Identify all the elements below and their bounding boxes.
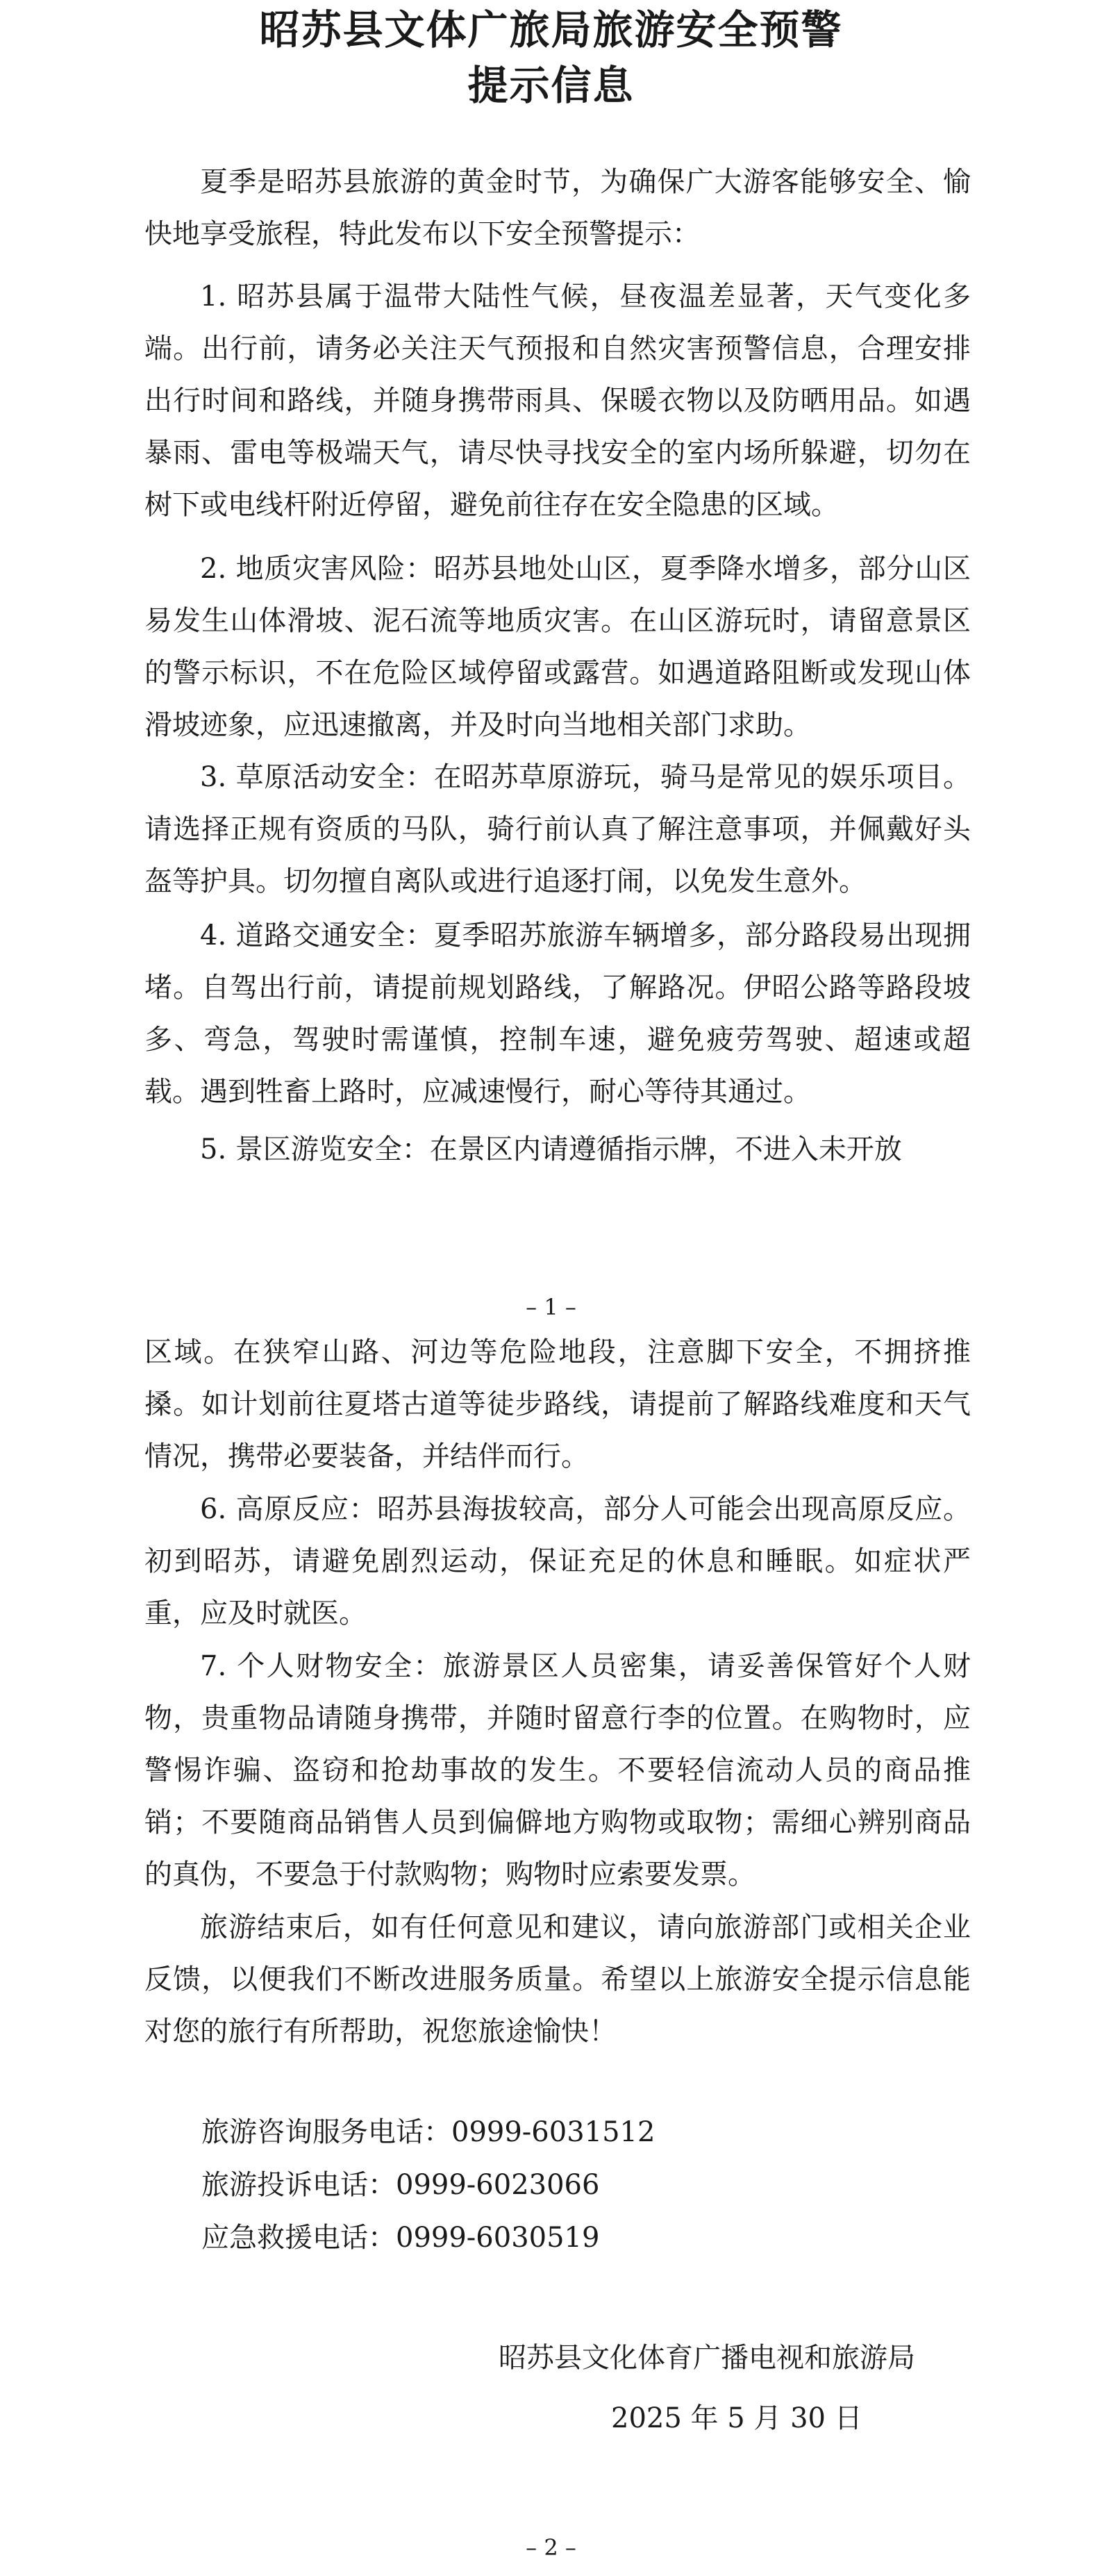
item-6-altitude-sickness: 6. 高原反应：昭苏县海拔较高，部分人可能会出现高原反应。初到昭苏，请避免剧烈运动，保证充足的休息和睡眠。如症状严重，应及时就医。: [144, 1493, 971, 1629]
item-5-continuation: 区域。在狭窄山路、河边等危险地段，注意脚下安全，不拥挤推搡。如计划前往夏塔古道等徒步路线，请提前了解路线难度和天气情况，携带必要装备，并结伴而行。: [144, 1336, 971, 1472]
contact-complaint-phone: 旅游投诉电话：0999-6023066: [201, 2169, 600, 2201]
issuer-name: 昭苏县文化体育广播电视和旅游局: [499, 2342, 915, 2374]
item-7-property-safety: 7. 个人财物安全：旅游景区人员密集，请妥善保管好个人财物，贵重物品请随身携带，并随时留意行李的位置。在购物时，应警惕诈骗、盗窃和抢劫事故的发生。不要轻信流动人员的商品推销；不要随商品销售人员到偏僻地方购物或取物；需细心辨别商品的真伪，不要急于付款购物；购物时应索要发票。: [144, 1650, 971, 1891]
item-1-weather: 1. 昭苏县属于温带大陆性气候，昼夜温差显著，天气变化多端。出行前，请务必关注天气预报和自然灾害预警信息，合理安排出行时间和路线，并随身携带雨具、保暖衣物以及防晒用品。如遇暴雨、雷电等极端天气，请尽快寻找安全的室内场所躲避，切勿在树下或电线杆附近停留，避免前往存在安全隐患的区域。: [144, 281, 971, 521]
contact-emergency-phone: 应急救援电话：0999-6030519: [201, 2222, 600, 2254]
document-title-line-1: 昭苏县文体广旅局旅游安全预警: [259, 6, 843, 53]
item-2-geological-risk: 2. 地质灾害风险：昭苏县地处山区，夏季降水增多，部分山区易发生山体滑坡、泥石流等地质灾害。在山区游玩时，请留意景区的警示标识，不在危险区域停留或露营。如遇道路阻断或发现山体滑坡迹象，应迅速撤离，并及时向当地相关部门求助。: [144, 553, 971, 741]
intro-paragraph: 夏季是昭苏县旅游的黄金时节，为确保广大游客能够安全、愉快地享受旅程，特此发布以下安全预警提示：: [144, 166, 971, 250]
closing-paragraph: 旅游结束后，如有任何意见和建议，请向旅游部门或相关企业反馈，以便我们不断改进服务质量。希望以上旅游安全提示信息能对您的旅行有所帮助，祝您旅途愉快！: [144, 1911, 971, 2047]
item-3-grassland-safety: 3. 草原活动安全：在昭苏草原游玩，骑马是常见的娱乐项目。请选择正规有资质的马队，骑行前认真了解注意事项，并佩戴好头盔等护具。切勿擅自离队或进行追逐打闹，以免发生意外。: [144, 761, 971, 897]
page-number-1: – 1 –: [526, 1294, 576, 1320]
issue-date: 2025 年 5 月 30 日: [611, 2402, 862, 2434]
document-title-line-2: 提示信息: [467, 62, 635, 109]
page-number-2: – 2 –: [526, 2534, 576, 2561]
contact-consultation-phone: 旅游咨询服务电话：0999-6031512: [201, 2116, 656, 2148]
item-4-road-safety: 4. 道路交通安全：夏季昭苏旅游车辆增多，部分路段易出现拥堵。自驾出行前，请提前规划路线，了解路况。伊昭公路等路段坡多、弯急，驾驶时需谨慎，控制车速，避免疲劳驾驶、超速或超载。遇到牲畜上路时，应减速慢行，耐心等待其通过。: [144, 920, 971, 1108]
item-5-scenic-area-safety: 5. 景区游览安全：在景区内请遵循指示牌，不进入未开放: [200, 1133, 902, 1165]
